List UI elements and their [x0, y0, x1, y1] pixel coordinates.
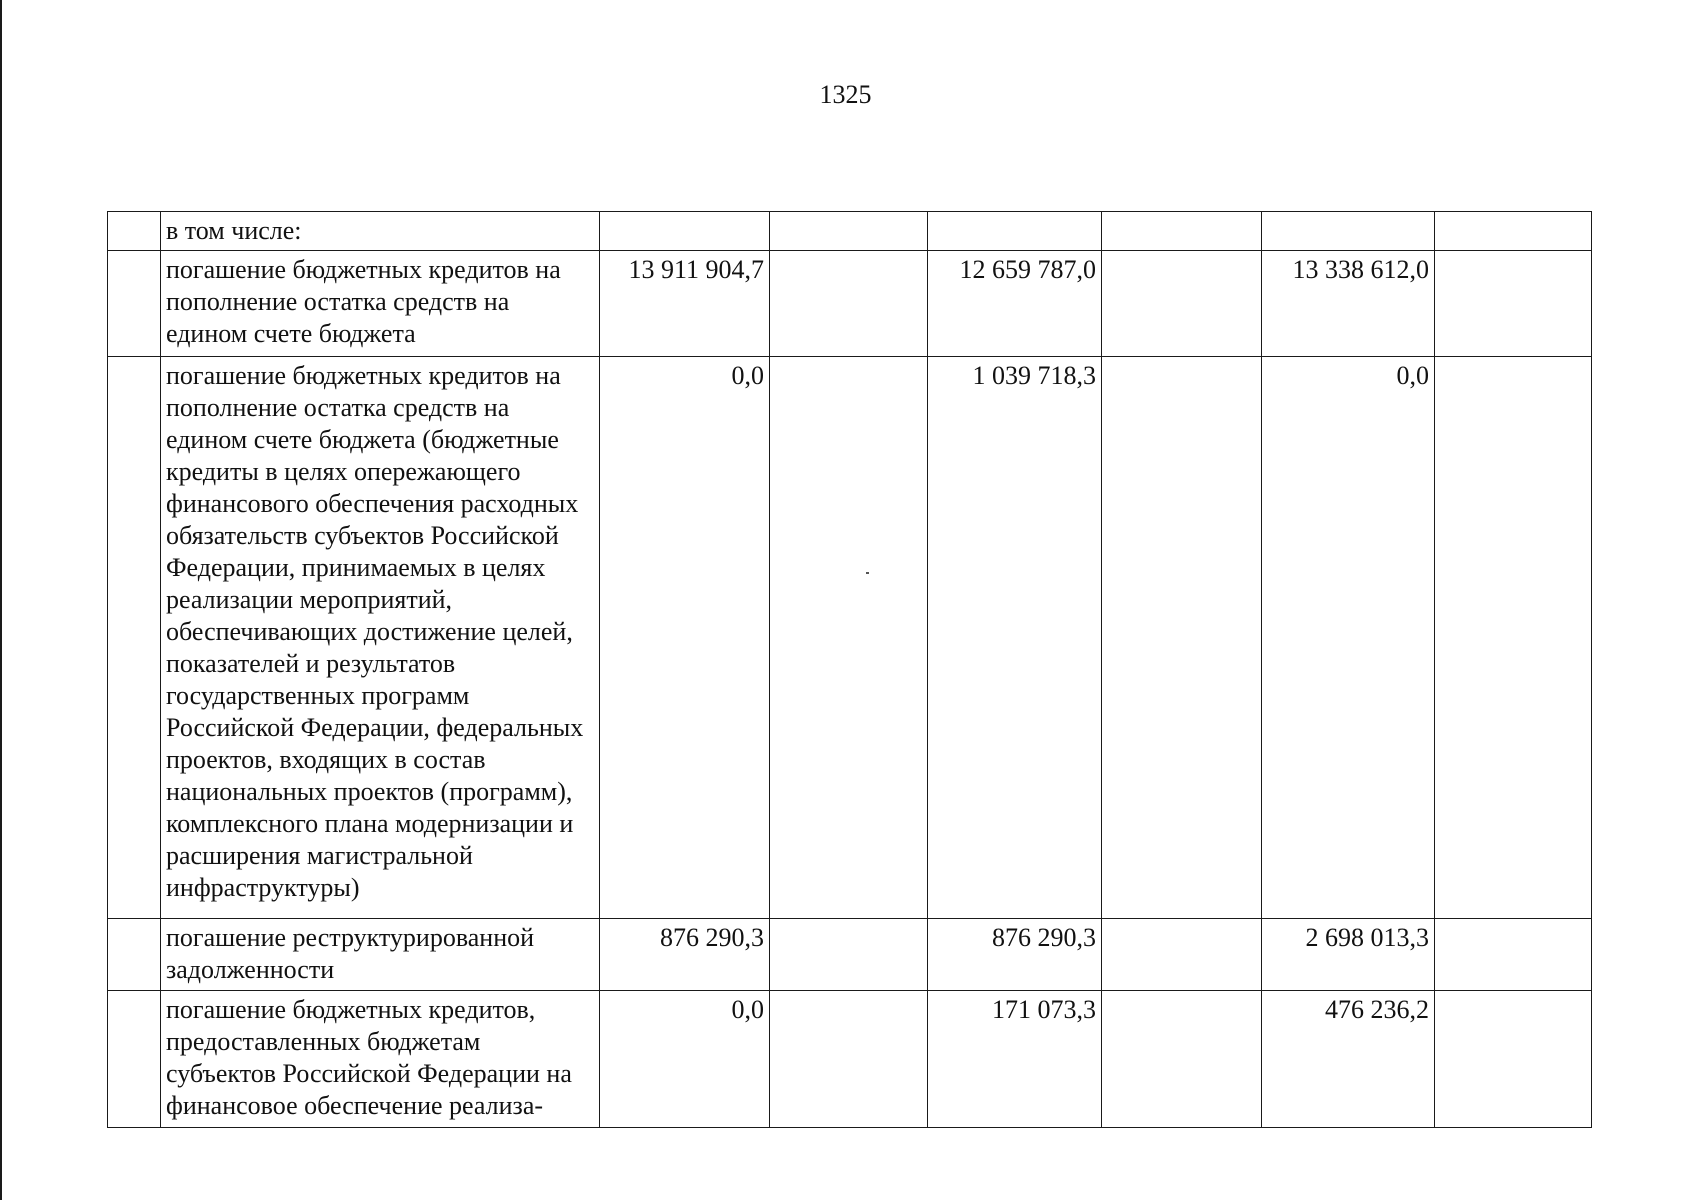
value-cell	[770, 357, 928, 919]
value-cell: 0,0	[600, 991, 770, 1128]
value-cell: 1 039 718,3	[928, 357, 1102, 919]
value-cell	[1102, 991, 1262, 1128]
row-label: погашение бюджетных кредитов на пополнение остатка средств на едином счете бюджета (бюджетные кредиты в целях опережающего финансового обеспечения расходных обязательств субъектов Российской Федерации, принимаемых в целях реализации мероприятий, обеспечивающих достижение целей, показателей и результатов государственных программ Российской Федерации, федеральных проектов, входящих в состав национальных проектов (программ), комплексного плана модернизации и расширения магистральной инфраструктуры)	[161, 357, 600, 919]
row-label: погашение реструктурированной задолженности	[161, 919, 600, 991]
value-cell: 2 698 013,3	[1262, 919, 1435, 991]
value-cell	[770, 991, 928, 1128]
value-cell: 13 338 612,0	[1262, 251, 1435, 357]
table-row	[108, 919, 1592, 991]
value-cell	[770, 212, 928, 251]
index-cell	[108, 919, 161, 991]
page-number: 1325	[819, 80, 872, 109]
scan-speck	[866, 572, 869, 574]
value-cell	[1435, 251, 1592, 357]
value-cell	[1102, 251, 1262, 357]
value-cell: 476 236,2	[1262, 991, 1435, 1128]
row-label: в том числе:	[161, 212, 600, 251]
table-row	[108, 212, 1592, 251]
value-cell	[600, 212, 770, 251]
scan-edge-line	[0, 0, 2, 1200]
value-cell: 13 911 904,7	[600, 251, 770, 357]
value-cell	[1435, 919, 1592, 991]
row-label: погашение бюджетных кредитов, предоставленных бюджетам субъектов Российской Федерации на финансовое обеспечение реализа-	[161, 991, 600, 1128]
value-cell: 0,0	[1262, 357, 1435, 919]
value-cell	[1102, 212, 1262, 251]
value-cell: 0,0	[600, 357, 770, 919]
value-cell	[770, 919, 928, 991]
value-cell: 876 290,3	[928, 919, 1102, 991]
row-label: погашение бюджетных кредитов на пополнение остатка средств на едином счете бюджета	[161, 251, 600, 357]
value-cell: 171 073,3	[928, 991, 1102, 1128]
index-cell	[108, 212, 161, 251]
table-row	[108, 251, 1592, 357]
budget-table	[107, 211, 1592, 1128]
value-cell	[1435, 357, 1592, 919]
table-row	[108, 357, 1592, 919]
value-cell	[1102, 357, 1262, 919]
index-cell	[108, 991, 161, 1128]
value-cell	[1435, 212, 1592, 251]
value-cell	[1262, 212, 1435, 251]
value-cell	[1102, 919, 1262, 991]
value-cell	[928, 212, 1102, 251]
value-cell	[770, 251, 928, 357]
table-row	[108, 991, 1592, 1128]
value-cell: 12 659 787,0	[928, 251, 1102, 357]
value-cell: 876 290,3	[600, 919, 770, 991]
index-cell	[108, 251, 161, 357]
value-cell	[1435, 991, 1592, 1128]
index-cell	[108, 357, 161, 919]
